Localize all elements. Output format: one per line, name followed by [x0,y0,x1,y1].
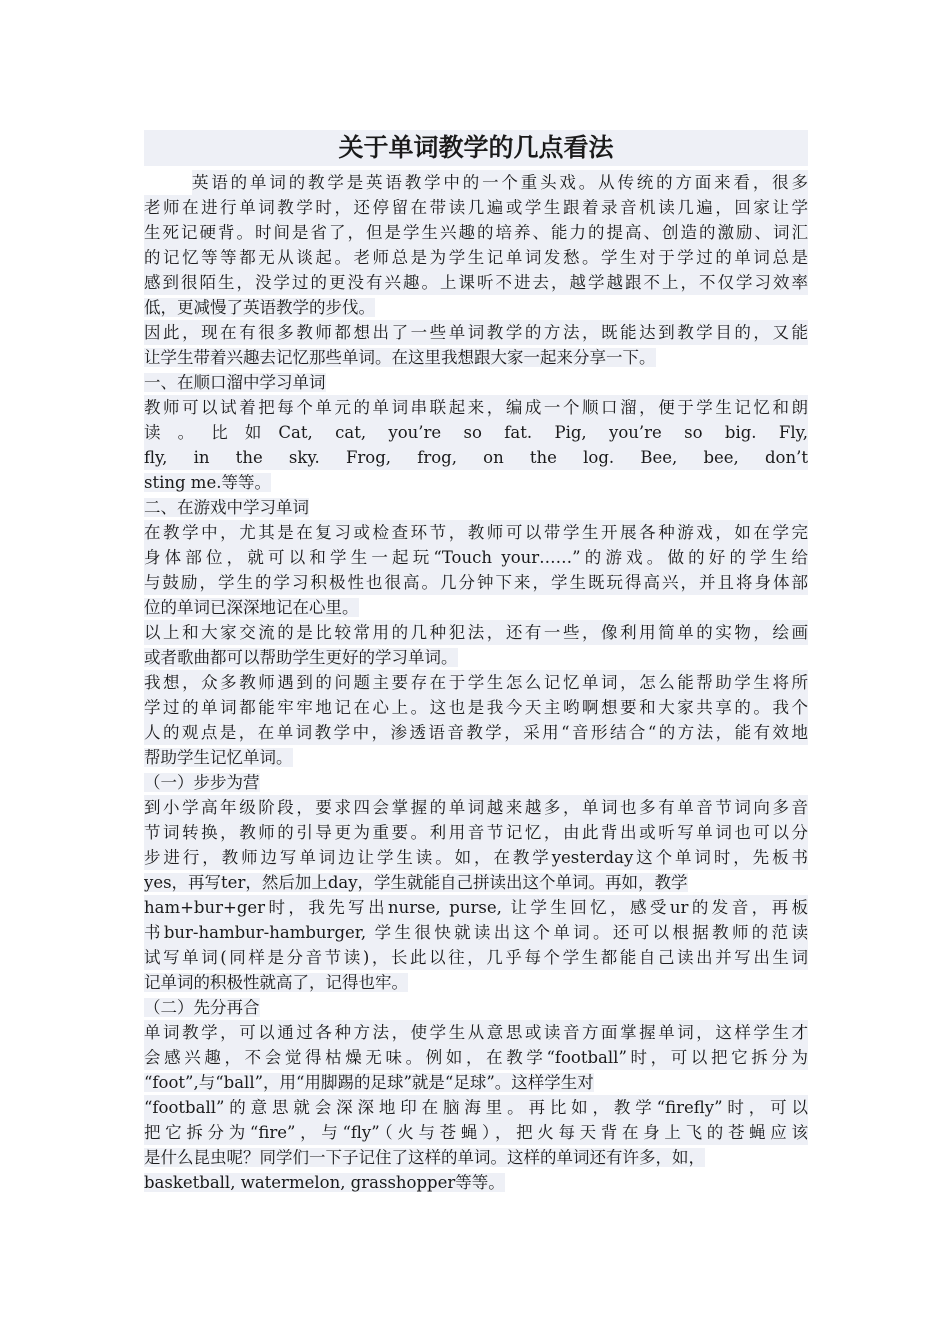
text-line-content: 读。比如Cat, cat, you’re so fat. Pig, you’re so big. Fly, [144,420,808,445]
text-line-content: 节词转换，教师的引导更为重要。利用音节记忆，由此背出或听写单词也可以分 [144,820,808,845]
text-line-content: 生死记硬背。时间是省了，但是学生兴趣的培养、能力的提高、创造的激励、词汇 [144,220,808,245]
text-line [144,520,808,545]
text-line-content: 二、在游戏中学习单词 [144,498,309,517]
text-line [144,745,808,770]
text-line [144,945,808,970]
text-line-content: 学过的单词都能牢牢地记在心上。这也是我今天主哟啊想要和大家共享的。我个 [144,695,808,720]
text-line [144,820,808,845]
text-line [144,645,808,670]
text-line [144,245,808,270]
text-line-content: “foot”,与“ball”，用“用脚踢的足球”就是“足球”。这样学生对 [144,1073,594,1092]
text-line [144,595,808,620]
text-line [144,395,808,420]
text-line [144,1095,808,1120]
text-line-content: 感到很陌生，没学过的更没有兴趣。上课听不进去，越学越跟不上，不仅学习效率 [144,270,808,295]
text-line [144,670,808,695]
text-line [144,1020,808,1045]
text-line [144,495,808,520]
text-line-content: 是什么昆虫呢？同学们一下子记住了这样的单词。这样的单词还有许多，如， [144,1148,705,1167]
text-line [144,170,808,195]
text-line-content: 的记忆等等都无从谈起。老师总是为学生记单词发愁。学生对于学过的单词总是 [144,245,808,270]
text-line-content: 或者歌曲都可以帮助学生更好的学习单词。 [144,648,458,667]
text-line [144,270,808,295]
text-line [144,470,808,495]
text-line [144,1170,808,1195]
text-line-content: “football”的意思就会深深地印在脑海里。再比如，教学“firefly”时，可以 [144,1095,808,1120]
text-line-content: 身体部位，就可以和学生一起玩“Touch your……”的游戏。做的好的学生给 [144,545,808,570]
text-line-content: ham+bur+ger时，我先写出nurse, purse, 让学生回忆，感受ur的发音，再板 [144,895,808,920]
text-line-content: 让学生带着兴趣去记忆那些单词。在这里我想跟大家一起来分享一下。 [144,348,656,367]
text-line-content: 因此，现在有很多教师都想出了一些单词教学的方法，既能达到教学目的，又能 [144,320,808,345]
text-line [144,195,808,220]
text-line [144,320,808,345]
text-line [144,995,808,1020]
text-line [144,920,808,945]
text-line [144,420,808,445]
text-line [144,895,808,920]
text-line-content: basketball, watermelon, grasshopper等等。 [144,1173,505,1192]
text-line-content: 试写单词(同样是分音节读)，长此以往，几乎每个学生都能自己读出并写出生词 [144,945,808,970]
text-line-content: 我想，众多教师遇到的问题主要存在于学生怎么记忆单词，怎么能帮助学生将所 [144,670,808,695]
text-line [144,795,808,820]
text-line-content: 老师在进行单词教学时，还停留在带读几遍或学生跟着录音机读几遍，回家让学 [144,195,808,220]
text-line-content: 书bur-hambur-hamburger, 学生很快就读出这个单词。还可以根据教师的范读 [144,920,808,945]
text-line-content: （一）步步为营 [144,773,260,792]
text-line [144,1070,808,1095]
text-line-content: 教师可以试着把每个单元的单词串联起来，编成一个顺口溜，便于学生记忆和朗 [144,395,808,420]
text-line-content: 单词教学，可以通过各种方法，使学生从意思或读音方面掌握单词，这样学生才 [144,1020,808,1045]
text-line-content: 人的观点是，在单词教学中，渗透语音教学，采用“音形结合“的方法，能有效地 [144,720,808,745]
text-line-content: 步进行，教师边写单词边让学生读。如，在教学yesterday这个单词时，先板书 [144,845,808,870]
document-text [144,170,808,1195]
text-line-content: 英语的单词的教学是英语教学中的一个重头戏。从传统的方面来看，很多 [192,170,808,195]
text-line [144,345,808,370]
text-line-content: 记单词的积极性就高了，记得也牢。 [144,973,408,992]
text-line-content: 帮助学生记忆单词。 [144,748,293,767]
text-line [144,770,808,795]
document-body [144,130,808,1195]
text-line [144,1120,808,1145]
text-line-content: 会感兴趣，不会觉得枯燥无味。例如，在教学“football”时，可以把它拆分为 [144,1045,808,1070]
text-line-content: 位的单词已深深地记在心里。 [144,598,359,617]
text-line [144,220,808,245]
text-line-content: 低，更减慢了英语教学的步伐。 [144,298,375,317]
text-line [144,445,808,470]
text-line [144,370,808,395]
text-line-content: 以上和大家交流的是比较常用的几种犯法，还有一些，像利用简单的实物，绘画 [144,620,808,645]
text-line [144,295,808,320]
text-line-content: 一、在顺口溜中学习单词 [144,373,326,392]
text-line-content: 在教学中，尤其是在复习或检查环节，教师可以带学生开展各种游戏，如在学完 [144,520,808,545]
text-line [144,570,808,595]
text-line [144,870,808,895]
text-line [144,620,808,645]
text-line [144,695,808,720]
text-line-content: sting me.等等。 [144,473,271,492]
text-line-content: 把它拆分为“fire”，与“fly”（火与苍蝇），把火每天背在身上飞的苍蝇应该 [144,1120,808,1145]
text-line-content: fly, in the sky. Frog, frog, on the log. Bee, bee, don’t [144,445,808,470]
text-line [144,1045,808,1070]
text-line [144,1145,808,1170]
text-line [144,970,808,995]
text-line-content: 与鼓励，学生的学习积极性也很高。几分钟下来，学生既玩得高兴，并且将身体部 [144,570,808,595]
text-line-content: 到小学高年级阶段，要求四会掌握的单词越来越多，单词也多有单音节词向多音 [144,795,808,820]
text-line-content: （二）先分再合 [144,998,260,1017]
text-line [144,720,808,745]
text-line-content: yes，再写ter，然后加上day，学生就能自己拼读出这个单词。再如，教学 [144,873,688,892]
document-title: 关于单词教学的几点看法 [144,130,808,166]
text-line [144,845,808,870]
text-line [144,545,808,570]
